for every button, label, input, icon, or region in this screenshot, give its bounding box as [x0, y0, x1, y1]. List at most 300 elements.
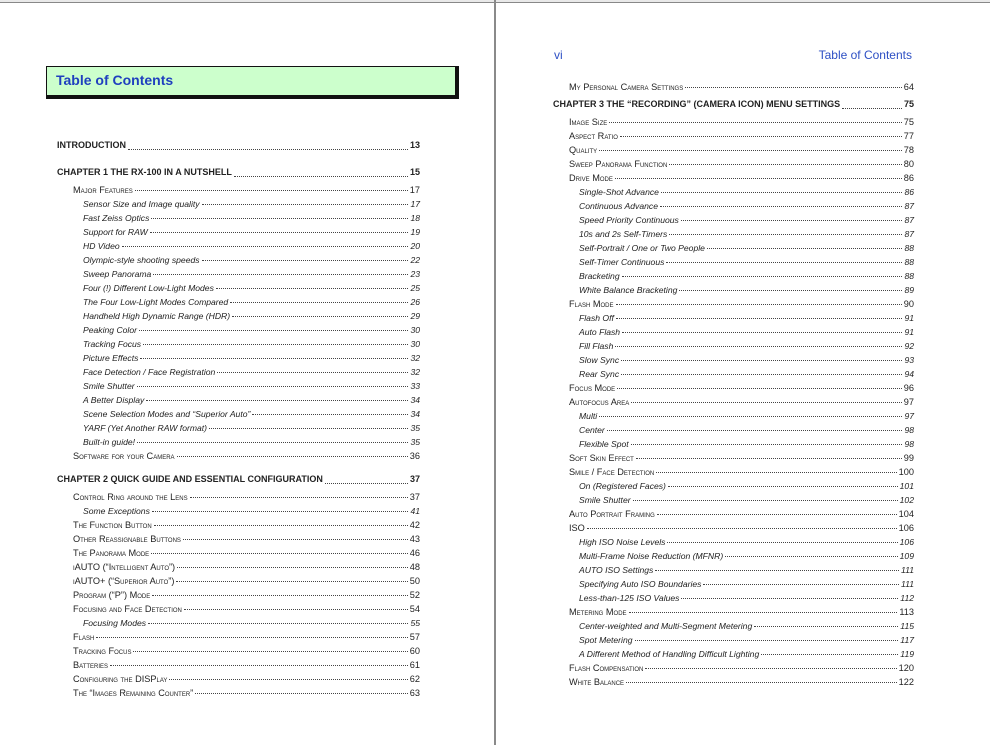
dot-leader — [133, 650, 407, 652]
toc-entry-page: 99 — [903, 453, 914, 463]
toc-entry-page: 26 — [410, 297, 420, 307]
toc-title-box — [47, 67, 458, 98]
toc-entry-label: Slow Sync — [579, 355, 620, 365]
toc-entry-label: HD Video — [83, 241, 120, 251]
toc-entry-page: 91 — [904, 327, 914, 337]
toc-entry-label: Focusing Modes — [83, 618, 147, 628]
toc-section-entry[interactable] — [496, 605, 990, 619]
toc-section-entry[interactable] — [0, 490, 494, 504]
toc-entry-page: 64 — [903, 82, 914, 92]
toc-entry-label: Flash Mode — [569, 299, 614, 309]
toc-section-entry[interactable] — [0, 532, 494, 546]
toc-entry-page: 98 — [904, 425, 914, 435]
dot-leader — [234, 175, 408, 177]
dot-leader — [137, 441, 408, 443]
toc-entry-page: 106 — [899, 537, 914, 547]
toc-subsection-entry[interactable] — [496, 549, 990, 563]
toc-entry-label: INTRODUCTION — [57, 140, 126, 150]
toc-entry-page: 86 — [903, 173, 914, 183]
toc-entry-label: On (Registered Faces) — [579, 481, 666, 491]
left-toc-list — [0, 135, 494, 700]
toc-subsection-entry[interactable] — [0, 309, 494, 323]
toc-section-entry[interactable] — [0, 658, 494, 672]
toc-entry-page: 101 — [899, 481, 914, 491]
toc-entry-page: 50 — [409, 576, 420, 586]
toc-section-entry[interactable] — [0, 574, 494, 588]
toc-subsection-entry[interactable] — [496, 367, 990, 381]
toc-entry-page: 37 — [409, 492, 420, 502]
toc-entry-label: Less-than-125 ISO Values — [579, 593, 680, 603]
toc-subsection-entry[interactable] — [496, 269, 990, 283]
toc-entry-label: Sensor Size and Image quality — [83, 199, 200, 209]
toc-entry-page: 113 — [899, 607, 914, 617]
toc-subsection-entry[interactable] — [496, 437, 990, 451]
toc-subsection-entry[interactable] — [496, 227, 990, 241]
toc-subsection-entry[interactable] — [496, 213, 990, 227]
toc-entry-label: Single-Shot Advance — [579, 187, 659, 197]
dot-leader — [148, 622, 408, 624]
toc-entry-page: 111 — [900, 579, 914, 589]
toc-entry-label: Flexible Spot — [579, 439, 629, 449]
toc-entry-label: Configuring the DISPlay — [73, 674, 168, 684]
dot-leader — [669, 163, 901, 165]
toc-subsection-entry[interactable] — [496, 255, 990, 269]
toc-entry-label: Smile / Face Detection — [569, 467, 655, 477]
toc-entry-label: Metering Mode — [569, 607, 627, 617]
toc-entry-page: 33 — [410, 381, 420, 391]
dot-leader — [681, 597, 898, 599]
dot-leader — [176, 580, 407, 582]
top-border — [0, 2, 494, 3]
dot-leader — [703, 583, 898, 585]
dot-leader — [152, 510, 409, 512]
toc-entry-label: Center-weighted and Multi-Segment Metering — [579, 621, 753, 631]
dot-leader — [177, 455, 408, 457]
toc-section-entry[interactable] — [0, 588, 494, 602]
toc-section-entry[interactable] — [496, 381, 990, 395]
toc-entry-page: 77 — [903, 131, 914, 141]
dot-leader — [609, 121, 902, 123]
toc-entry-page: 62 — [409, 674, 420, 684]
toc-entry-page: 29 — [410, 311, 420, 321]
toc-entry-page: 54 — [409, 604, 420, 614]
toc-entry-label: Support for RAW — [83, 227, 148, 237]
toc-section-entry[interactable] — [496, 675, 990, 689]
dot-leader — [232, 315, 408, 317]
toc-entry-page: 18 — [410, 213, 420, 223]
dot-leader — [128, 148, 408, 150]
toc-entry-page: 86 — [904, 187, 914, 197]
toc-entry-label: Built-in guide! — [83, 437, 136, 447]
toc-entry-page: 104 — [898, 509, 914, 519]
toc-entry-page: 30 — [410, 339, 420, 349]
toc-subsection-entry[interactable] — [496, 577, 990, 591]
dot-leader — [152, 594, 408, 596]
toc-subsection-entry[interactable] — [0, 351, 494, 365]
toc-entry-page: 100 — [898, 467, 914, 477]
dot-leader — [184, 608, 408, 610]
toc-subsection-entry[interactable] — [496, 647, 990, 661]
toc-subsection-entry[interactable] — [496, 619, 990, 633]
toc-entry-page: 117 — [900, 635, 914, 645]
toc-entry-label: CHAPTER 3 THE “RECORDING” (CAMERA ICON) MENU SETTINGS — [553, 99, 841, 109]
dot-leader — [252, 413, 408, 415]
dot-leader — [631, 443, 903, 445]
toc-entry-page: 120 — [898, 663, 914, 673]
toc-entry-label: Batteries — [73, 660, 109, 670]
toc-entry-page: 35 — [410, 423, 420, 433]
dot-leader — [661, 191, 902, 193]
toc-entry-page: 19 — [410, 227, 420, 237]
toc-entry-label: Image Size — [569, 117, 608, 127]
toc-entry-page: 78 — [903, 145, 914, 155]
toc-entry-page: 61 — [409, 660, 420, 670]
dot-leader — [660, 205, 902, 207]
toc-title: Table of Contents — [56, 72, 174, 88]
toc-entry-label: High ISO Noise Levels — [579, 537, 666, 547]
toc-entry-page: 20 — [410, 241, 420, 251]
toc-subsection-entry[interactable] — [0, 267, 494, 281]
toc-entry-label: Flash — [73, 632, 95, 642]
dot-leader — [135, 189, 408, 191]
running-title: Table of Contents — [818, 48, 912, 62]
toc-entry-page: 97 — [904, 411, 914, 421]
toc-entry-label: Multi-Frame Noise Reduction (MFNR) — [579, 551, 724, 561]
toc-entry-label: Major Features — [73, 185, 133, 195]
toc-entry-page: 75 — [903, 99, 914, 109]
toc-entry-label: iAUTO+ (“Superior Auto”) — [73, 576, 175, 586]
toc-section-entry[interactable] — [496, 297, 990, 311]
toc-chapter-entry[interactable] — [0, 162, 494, 183]
toc-section-entry[interactable] — [496, 661, 990, 675]
toc-entry-page: 42 — [409, 520, 420, 530]
toc-entry-label: A Better Display — [83, 395, 145, 405]
toc-entry-label: Rear Sync — [579, 369, 620, 379]
dot-leader — [657, 513, 897, 515]
toc-section-entry[interactable] — [496, 465, 990, 479]
toc-entry-page: 22 — [410, 255, 420, 265]
dot-leader — [681, 219, 903, 221]
toc-subsection-entry[interactable] — [0, 197, 494, 211]
dot-leader — [183, 538, 408, 540]
toc-section-entry[interactable] — [0, 672, 494, 686]
toc-entry-label: Olympic-style shooting speeds — [83, 255, 200, 265]
toc-entry-page: 32 — [410, 367, 420, 377]
toc-subsection-entry[interactable] — [496, 535, 990, 549]
toc-section-entry[interactable] — [496, 80, 990, 94]
toc-entry-label: Sweep Panorama — [83, 269, 152, 279]
toc-entry-label: The Panorama Mode — [73, 548, 150, 558]
toc-entry-page: 122 — [898, 677, 914, 687]
toc-entry-label: Focus Mode — [569, 383, 616, 393]
toc-section-entry[interactable] — [496, 451, 990, 465]
toc-entry-label: Aspect Ratio — [569, 131, 618, 141]
dot-leader — [202, 259, 409, 261]
dot-leader — [633, 499, 898, 501]
toc-entry-label: Drive Mode — [569, 173, 613, 183]
toc-subsection-entry[interactable] — [496, 479, 990, 493]
toc-entry-label: Continuous Advance — [579, 201, 658, 211]
toc-entry-page: 55 — [410, 618, 420, 628]
toc-subsection-entry[interactable] — [0, 379, 494, 393]
toc-entry-label: AUTO ISO Settings — [579, 565, 654, 575]
toc-entry-page: 43 — [409, 534, 420, 544]
toc-subsection-entry[interactable] — [496, 325, 990, 339]
toc-subsection-entry[interactable] — [496, 311, 990, 325]
dot-leader — [626, 681, 897, 683]
toc-section-entry[interactable] — [0, 546, 494, 560]
toc-entry-label: CHAPTER 1 THE RX-100 IN A NUTSHELL — [57, 167, 232, 177]
toc-entry-page: 88 — [904, 271, 914, 281]
toc-entry-label: iAUTO (“Intelligent Auto”) — [73, 562, 176, 572]
toc-entry-page: 25 — [410, 283, 420, 293]
toc-subsection-entry[interactable] — [496, 633, 990, 647]
toc-section-entry[interactable] — [0, 449, 494, 463]
dot-leader — [216, 287, 409, 289]
dot-leader — [151, 552, 408, 554]
toc-entry-page: 48 — [409, 562, 420, 572]
toc-subsection-entry[interactable] — [496, 283, 990, 297]
toc-entry-page: 93 — [904, 355, 914, 365]
dot-leader — [707, 247, 903, 249]
toc-entry-page: 87 — [904, 201, 914, 211]
toc-entry-label: Face Detection / Face Registration — [83, 367, 216, 377]
toc-entry-label: Tracking Focus — [83, 339, 142, 349]
dot-leader — [177, 566, 408, 568]
toc-subsection-entry[interactable] — [0, 337, 494, 351]
toc-entry-label: Flash Compensation — [569, 663, 644, 673]
toc-subsection-entry[interactable] — [0, 504, 494, 518]
toc-entry-label: Multi — [579, 411, 598, 421]
dot-leader — [631, 401, 902, 403]
toc-entry-label: Control Ring around the Lens — [73, 492, 188, 502]
dot-leader — [635, 639, 899, 641]
dot-leader — [615, 177, 902, 179]
toc-entry-label: Self-Portrait / One or Two People — [579, 243, 705, 253]
dot-leader — [615, 345, 902, 347]
toc-section-entry[interactable] — [0, 686, 494, 700]
dot-leader — [202, 203, 409, 205]
toc-subsection-entry[interactable] — [0, 295, 494, 309]
toc-entry-label: Auto Flash — [579, 327, 621, 337]
toc-section-entry[interactable] — [0, 560, 494, 574]
dot-leader — [666, 261, 902, 263]
toc-section-entry[interactable] — [496, 143, 990, 157]
toc-entry-page: 32 — [410, 353, 420, 363]
toc-entry-label: Program (“P”) Mode — [73, 590, 151, 600]
toc-section-entry[interactable] — [496, 521, 990, 535]
dot-leader — [679, 289, 902, 291]
toc-section-entry[interactable] — [0, 602, 494, 616]
toc-entry-label: Auto Portrait Framing — [569, 509, 655, 519]
dot-leader — [110, 664, 408, 666]
toc-section-entry[interactable] — [496, 395, 990, 409]
dot-leader — [655, 569, 899, 571]
toc-entry-page: 106 — [898, 523, 914, 533]
dot-leader — [209, 427, 408, 429]
toc-subsection-entry[interactable] — [496, 241, 990, 255]
toc-subsection-entry[interactable] — [496, 493, 990, 507]
dot-leader — [761, 653, 898, 655]
dot-leader — [137, 385, 409, 387]
toc-entry-label: Picture Effects — [83, 353, 139, 363]
toc-entry-label: Flash Off — [579, 313, 614, 323]
dot-leader — [754, 625, 898, 627]
toc-entry-page: 57 — [409, 632, 420, 642]
toc-section-entry[interactable] — [496, 115, 990, 129]
toc-entry-label: Four (!) Different Low-Light Modes — [83, 283, 214, 293]
right-page — [496, 2, 990, 745]
toc-section-entry[interactable] — [0, 183, 494, 197]
dot-leader — [195, 692, 408, 694]
dot-leader — [636, 457, 902, 459]
toc-entry-label: The “Images Remaining Counter” — [73, 688, 194, 698]
dot-leader — [96, 636, 407, 638]
toc-entry-label: Fast Zeiss Optics — [83, 213, 150, 223]
toc-section-entry[interactable] — [496, 129, 990, 143]
page-number: vi — [554, 48, 563, 62]
dot-leader — [150, 231, 409, 233]
toc-entry-page: 94 — [904, 369, 914, 379]
toc-entry-label: White Balance Bracketing — [579, 285, 678, 295]
toc-entry-page: 115 — [900, 621, 914, 631]
toc-subsection-entry[interactable] — [0, 407, 494, 421]
dot-leader — [622, 331, 902, 333]
toc-subsection-entry[interactable] — [0, 281, 494, 295]
toc-entry-page: 23 — [410, 269, 420, 279]
dot-leader — [325, 482, 408, 484]
toc-subsection-entry[interactable] — [0, 225, 494, 239]
toc-entry-page: 15 — [409, 167, 420, 177]
toc-subsection-entry[interactable] — [0, 616, 494, 630]
toc-entry-label: Peaking Color — [83, 325, 137, 335]
toc-entry-label: Soft Skin Effect — [569, 453, 634, 463]
toc-section-entry[interactable] — [496, 157, 990, 171]
dot-leader — [616, 303, 902, 305]
toc-entry-page: 91 — [904, 313, 914, 323]
toc-subsection-entry[interactable] — [496, 423, 990, 437]
dot-leader — [169, 678, 407, 680]
toc-entry-label: Handheld High Dynamic Range (HDR) — [83, 311, 231, 321]
toc-entry-page: 36 — [409, 451, 420, 461]
dot-leader — [122, 245, 409, 247]
dot-leader — [190, 496, 408, 498]
toc-entry-label: Self-Timer Continuous — [579, 257, 665, 267]
toc-entry-page: 17 — [409, 185, 420, 195]
toc-subsection-entry[interactable] — [496, 185, 990, 199]
dot-leader — [151, 217, 408, 219]
toc-entry-page: 89 — [904, 285, 914, 295]
dot-leader — [685, 86, 902, 88]
dot-leader — [607, 429, 903, 431]
toc-subsection-entry[interactable] — [496, 409, 990, 423]
toc-chapter-entry[interactable] — [496, 94, 990, 115]
dot-leader — [154, 524, 408, 526]
toc-subsection-entry[interactable] — [0, 393, 494, 407]
dot-leader — [153, 273, 408, 275]
dot-leader — [616, 317, 903, 319]
toc-entry-label: The Four Low-Light Modes Compared — [83, 297, 229, 307]
toc-entry-page: 119 — [900, 649, 914, 659]
toc-entry-label: Fill Flash — [579, 341, 614, 351]
toc-entry-label: My Personal Camera Settings — [569, 82, 684, 92]
toc-subsection-entry[interactable] — [0, 323, 494, 337]
toc-entry-label: White Balance — [569, 677, 625, 687]
toc-entry-page: 63 — [409, 688, 420, 698]
toc-subsection-entry[interactable] — [0, 211, 494, 225]
dot-leader — [617, 387, 902, 389]
toc-entry-page: 37 — [409, 474, 420, 484]
dot-leader — [620, 135, 902, 137]
dot-leader — [599, 149, 902, 151]
toc-entry-label: Speed Priority Continuous — [579, 215, 679, 225]
toc-entry-label: Focusing and Face Detection — [73, 604, 182, 614]
toc-subsection-entry[interactable] — [496, 591, 990, 605]
dot-leader — [645, 667, 896, 669]
toc-subsection-entry[interactable] — [496, 339, 990, 353]
toc-chapter-entry[interactable] — [0, 469, 494, 490]
toc-entry-page: 60 — [409, 646, 420, 656]
right-toc-list — [496, 80, 990, 689]
dot-leader — [668, 485, 898, 487]
toc-entry-label: Quality — [569, 145, 598, 155]
dot-leader — [621, 373, 902, 375]
toc-entry-label: Bracketing — [579, 271, 620, 281]
toc-entry-label: The Function Button — [73, 520, 152, 530]
toc-entry-page: 111 — [900, 565, 914, 575]
toc-entry-label: Specifying Auto ISO Boundaries — [579, 579, 702, 589]
dot-leader — [622, 275, 903, 277]
toc-section-entry[interactable] — [496, 171, 990, 185]
toc-entry-page: 102 — [899, 495, 914, 505]
toc-subsection-entry[interactable] — [496, 563, 990, 577]
toc-entry-label: Sweep Panorama Function — [569, 159, 668, 169]
dot-leader — [139, 329, 408, 331]
toc-section-entry[interactable] — [0, 644, 494, 658]
dot-leader — [725, 555, 897, 557]
toc-entry-label: Tracking Focus — [73, 646, 132, 656]
toc-subsection-entry[interactable] — [496, 353, 990, 367]
dot-leader — [140, 357, 408, 359]
toc-entry-page: 35 — [410, 437, 420, 447]
dot-leader — [621, 359, 902, 361]
toc-entry-page: 13 — [409, 140, 420, 150]
toc-entry-page: 88 — [904, 243, 914, 253]
toc-subsection-entry[interactable] — [0, 365, 494, 379]
toc-subsection-entry[interactable] — [496, 199, 990, 213]
dot-leader — [599, 415, 902, 417]
toc-entry-page: 17 — [410, 199, 420, 209]
toc-entry-page: 30 — [410, 325, 420, 335]
toc-section-entry[interactable] — [496, 507, 990, 521]
toc-entry-page: 75 — [903, 117, 914, 127]
toc-entry-label: Other Reassignable Buttons — [73, 534, 181, 544]
toc-entry-page: 34 — [410, 409, 420, 419]
dot-leader — [667, 541, 897, 543]
toc-chapter-entry[interactable] — [0, 135, 494, 156]
toc-subsection-entry[interactable] — [0, 421, 494, 435]
toc-subsection-entry[interactable] — [0, 253, 494, 267]
toc-section-entry[interactable] — [0, 630, 494, 644]
toc-subsection-entry[interactable] — [0, 435, 494, 449]
toc-entry-label: Autofocus Area — [569, 397, 630, 407]
toc-entry-page: 34 — [410, 395, 420, 405]
toc-entry-page: 112 — [900, 593, 914, 603]
toc-section-entry[interactable] — [0, 518, 494, 532]
toc-entry-label: CHAPTER 2 QUICK GUIDE AND ESSENTIAL CONFIGURATION — [57, 474, 323, 484]
dot-leader — [656, 471, 896, 473]
toc-subsection-entry[interactable] — [0, 239, 494, 253]
